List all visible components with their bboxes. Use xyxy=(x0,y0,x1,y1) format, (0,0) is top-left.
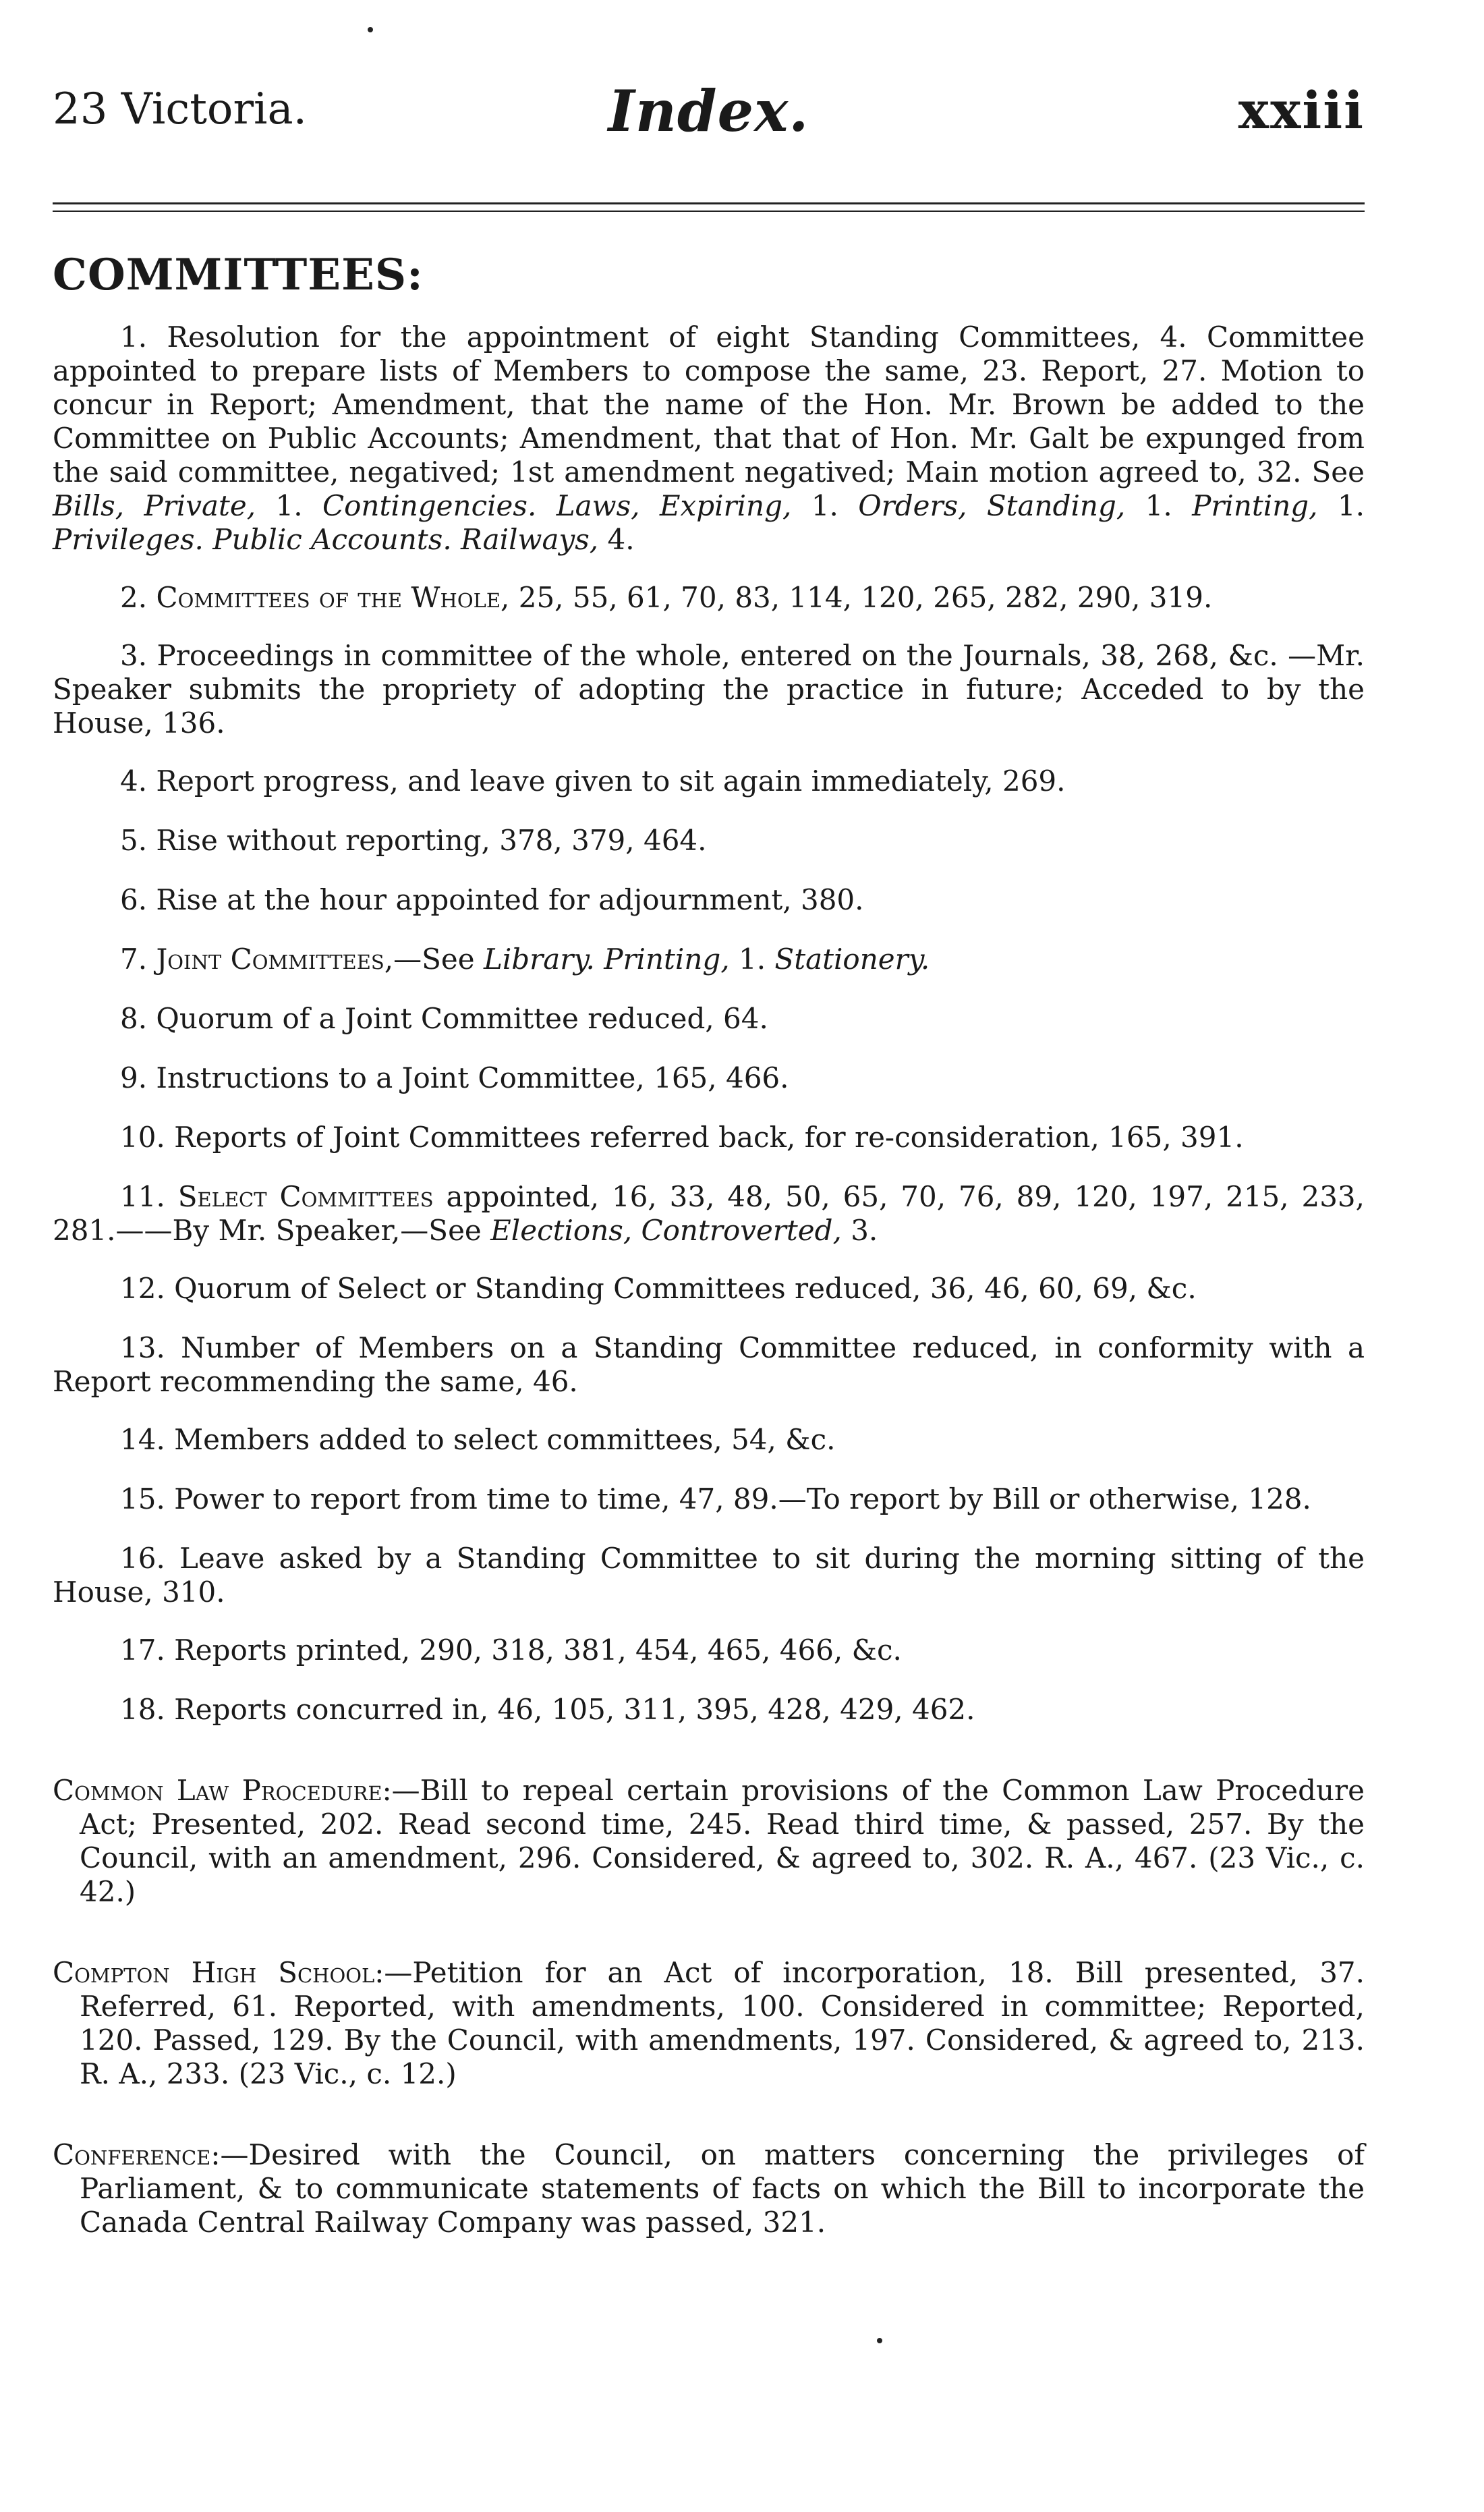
item-number: 2. xyxy=(120,581,148,614)
item-11-pages: appointed, 16, 33, 48, 50, 65, 70, 76, 89, 120, 197, 215, 233, 281.——By Mr. Speaker,—See xyxy=(53,1180,1365,1247)
committee-item-8: 8. Quorum of a Joint Committee reduced, 64. xyxy=(120,1002,768,1035)
entry-heading: Conference: xyxy=(53,2138,221,2171)
entry-text: —Desired with the Council, on matters concerning the privileges of Parliament, & to communicate statements of facts on which the Bill to incorporate the Canada Central Railway Company was passed, 321. xyxy=(80,2138,1365,2239)
header-title: Index. xyxy=(608,78,809,144)
item-7-ref-stationery: Stationery. xyxy=(774,943,930,976)
page-header xyxy=(53,71,1365,152)
committee-item-1 xyxy=(53,320,1365,557)
committee-item-4: 4. Report progress, and leave given to sit again immediately, 269. xyxy=(120,764,1066,798)
item-7-see: —See xyxy=(393,943,484,976)
entry-conference xyxy=(53,2138,1365,2239)
item-1-ref-privileges: Privileges. Public Accounts. Railways, xyxy=(53,523,599,556)
entry-compton-high-school xyxy=(53,1956,1365,2091)
item-7-ref-printing: Printing, xyxy=(604,943,730,976)
item-1-sep: 1. xyxy=(1317,489,1365,522)
item-7-sep: 1. xyxy=(729,943,775,976)
header-rule-thin xyxy=(53,211,1365,212)
committee-item-3: 3. Proceedings in committee of the whole, entered on the Journals, 38, 268, &c. —Mr. Speaker submits the propriety of adopting the practice in future; Acceded to by the House, 136. xyxy=(53,639,1365,739)
item-11-heading: Select Committees xyxy=(177,1180,434,1213)
committee-item-12: 12. Quorum of Select or Standing Committees reduced, 36, 46, 60, 69, &c. xyxy=(120,1272,1197,1305)
item-2-heading: Committees of the Whole, xyxy=(156,581,510,614)
entry-heading: Compton High School: xyxy=(53,1956,384,1989)
header-volume: 23 Victoria. xyxy=(53,84,307,134)
item-7-ref-library: Library. xyxy=(483,943,595,976)
committee-item-11 xyxy=(53,1180,1365,1248)
item-2-pages: 25, 55, 61, 70, 83, 114, 120, 265, 282, 290, 319. xyxy=(509,581,1213,614)
committee-item-6: 6. Rise at the hour appointed for adjournment, 380. xyxy=(120,883,864,916)
committee-item-17: 17. Reports printed, 290, 318, 381, 454, 465, 466, &c. xyxy=(120,1634,902,1667)
committee-item-14: 14. Members added to select committees, 54, &c. xyxy=(120,1423,836,1456)
item-1-ref-orders: Orders, Standing, xyxy=(858,489,1126,522)
ink-speck xyxy=(368,27,373,32)
committee-item-5: 5. Rise without reporting, 378, 379, 464. xyxy=(120,824,707,857)
item-number: 11. xyxy=(120,1180,165,1213)
committee-item-10: 10. Reports of Joint Committees referred back, for re-consideration, 165, 391. xyxy=(120,1121,1244,1154)
header-rule-thick xyxy=(53,202,1365,204)
item-1-end: 4. xyxy=(598,523,635,556)
committee-item-2 xyxy=(53,581,1365,615)
entry-text: —Petition for an Act of incorporation, 18. Bill presented, 37. Referred, 61. Reported, with amendments, 100. Considered in committee; Reported, 120. Passed, 129. By the Council, with amendments, 197. Considered, & agreed to, 213. R. A., 233. (23 Vic., c. 12.) xyxy=(80,1956,1365,2090)
item-1-ref-contingencies: Contingencies. Laws, Expiring, xyxy=(322,489,792,522)
item-11-end: 3. xyxy=(841,1214,878,1247)
entry-common-law-procedure xyxy=(53,1774,1365,1909)
item-1-sep: 1. xyxy=(256,489,322,522)
item-1-sep: 1. xyxy=(791,489,859,522)
header-page-number: xxiii xyxy=(1238,80,1365,140)
item-1-text: 1. Resolution for the appointment of eight Standing Committees, 4. Committee appointed to prepare lists of Members to compose the same, 23. Report, 27. Motion to concur in Report; Amendment, that the name of the Hon. Mr. Brown be added to the Committee on Public Accounts; Amendment, that that of Hon. Mr. Galt be expunged from the said committee, negatived; 1st amendment negatived; Main motion agreed to, 32. See xyxy=(53,320,1365,489)
section-title: COMMITTEES: xyxy=(53,250,424,300)
index-body xyxy=(53,320,1365,2287)
item-1-ref-bills: Bills, Private, xyxy=(53,489,256,522)
ink-speck xyxy=(877,2338,882,2343)
entry-heading: Common Law Procedure: xyxy=(53,1774,392,1807)
item-11-ref-elections: Elections, Controverted, xyxy=(490,1214,842,1247)
committee-item-13: 13. Number of Members on a Standing Committee reduced, in conformity with a Report recommending the same, 46. xyxy=(53,1331,1365,1398)
committee-item-9: 9. Instructions to a Joint Committee, 165, 466. xyxy=(120,1061,789,1094)
item-7-heading: Joint Committees, xyxy=(156,943,394,976)
item-1-ref-printing: Printing, xyxy=(1192,489,1318,522)
committee-item-7 xyxy=(53,943,1365,976)
item-1-sep: 1. xyxy=(1125,489,1193,522)
committee-item-15: 15. Power to report from time to time, 47, 89.—To report by Bill or otherwise, 128. xyxy=(120,1482,1311,1515)
committee-item-18: 18. Reports concurred in, 46, 105, 311, 395, 428, 429, 462. xyxy=(120,1693,975,1726)
entry-text: —Bill to repeal certain provisions of the Common Law Procedure Act; Presented, 202. Read second time, 245. Read third time, & passed, 257. By the Council, with an amendment, 296. Considered, & agreed to, 302. R. A., 467. (23 Vic., c. 42.) xyxy=(80,1774,1365,1908)
item-number: 7. xyxy=(120,943,148,976)
committee-item-16: 16. Leave asked by a Standing Committee to sit during the morning sitting of the House, 310. xyxy=(53,1542,1365,1609)
